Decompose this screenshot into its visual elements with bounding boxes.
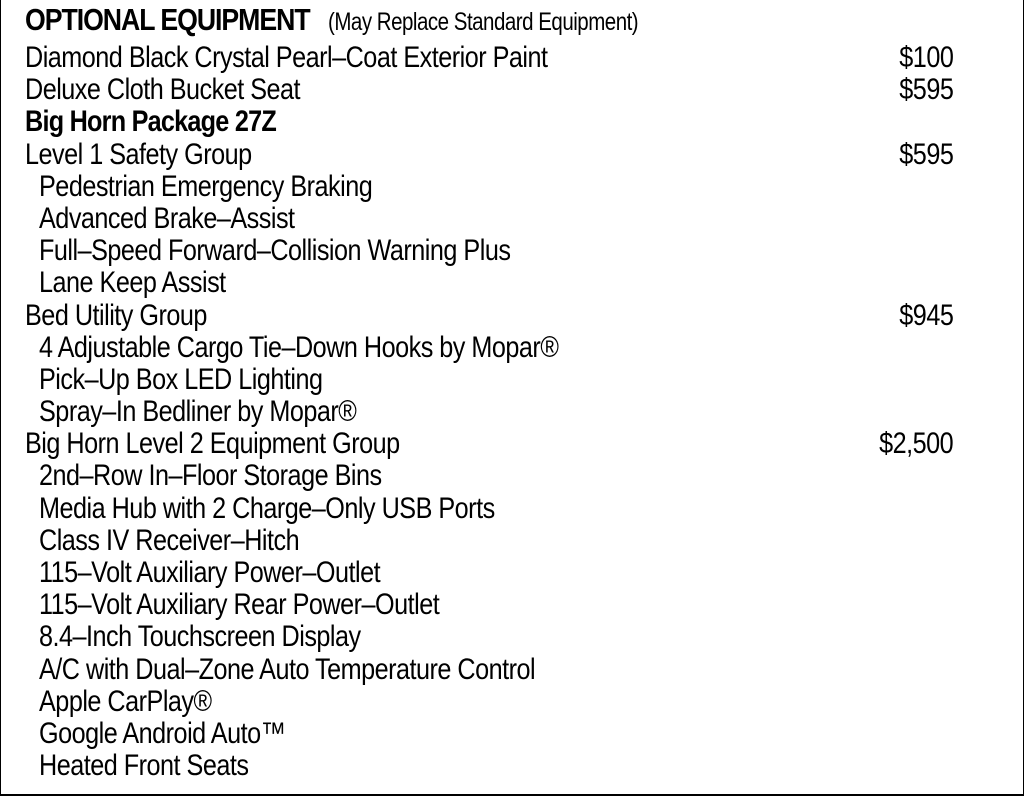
item-name: Apple CarPlay® (39, 684, 212, 718)
feature-item (25, 750, 953, 782)
section-title: OPTIONAL EQUIPMENT (25, 2, 310, 37)
item-name: Heated Front Seats (39, 749, 249, 783)
option-item (25, 74, 953, 106)
feature-item (25, 718, 953, 750)
feature-item (25, 654, 953, 686)
item-name: Big Horn Level 2 Equipment Group (25, 427, 400, 461)
equipment-list (25, 42, 953, 782)
item-name: 8.4–Inch Touchscreen Display (39, 620, 361, 654)
item-price: $945 (898, 298, 953, 332)
item-name: Bed Utility Group (25, 298, 207, 332)
item-name: Level 1 Safety Group (25, 137, 252, 171)
item-name: Pick–Up Box LED Lighting (39, 362, 323, 396)
item-price: $100 (898, 41, 953, 74)
option-item (25, 42, 953, 74)
feature-item (25, 203, 953, 235)
feature-item (25, 525, 953, 557)
item-name: Media Hub with 2 Charge–Only USB Ports (39, 491, 495, 525)
item-name: Full–Speed Forward–Collision Warning Plus (39, 234, 511, 268)
feature-item (25, 396, 953, 428)
feature-item (25, 267, 953, 299)
item-name: Class IV Receiver–Hitch (39, 523, 300, 557)
feature-item (25, 364, 953, 396)
item-name: 115–Volt Auxiliary Power–Outlet (39, 556, 381, 589)
item-name: A/C with Dual–Zone Auto Temperature Control (39, 652, 536, 686)
item-price: $2,500 (878, 427, 953, 461)
feature-item (25, 460, 953, 492)
section-note: (May Replace Standard Equipment) (327, 8, 639, 36)
item-name: 2nd–Row In–Floor Storage Bins (39, 459, 382, 493)
feature-item (25, 332, 953, 364)
item-price: $595 (898, 73, 953, 107)
item-name: 115–Volt Auxiliary Rear Power–Outlet (39, 588, 440, 622)
feature-item (25, 235, 953, 267)
feature-item (25, 589, 953, 621)
item-name: Spray–In Bedliner by Mopar® (39, 395, 357, 429)
section-header (25, 2, 706, 42)
item-name: Advanced Brake–Assist (39, 201, 295, 235)
feature-item (25, 493, 953, 525)
item-name: Deluxe Cloth Bucket Seat (25, 73, 301, 107)
feature-item (25, 621, 953, 653)
option-item (25, 428, 953, 460)
item-name: Lane Keep Assist (39, 266, 226, 300)
feature-item (25, 686, 953, 718)
item-name: 4 Adjustable Cargo Tie–Down Hooks by Mopar® (39, 330, 559, 364)
item-name: Pedestrian Emergency Braking (39, 169, 373, 203)
option-item (25, 300, 953, 332)
package-heading (25, 106, 953, 138)
item-price: $595 (898, 137, 953, 171)
item-name: Google Android Auto™ (39, 716, 286, 750)
item-name: Big Horn Package 27Z (25, 105, 276, 139)
feature-item (25, 557, 953, 589)
feature-item (25, 171, 953, 203)
item-name: Diamond Black Crystal Pearl–Coat Exterior Paint (25, 41, 548, 74)
option-item (25, 139, 953, 171)
